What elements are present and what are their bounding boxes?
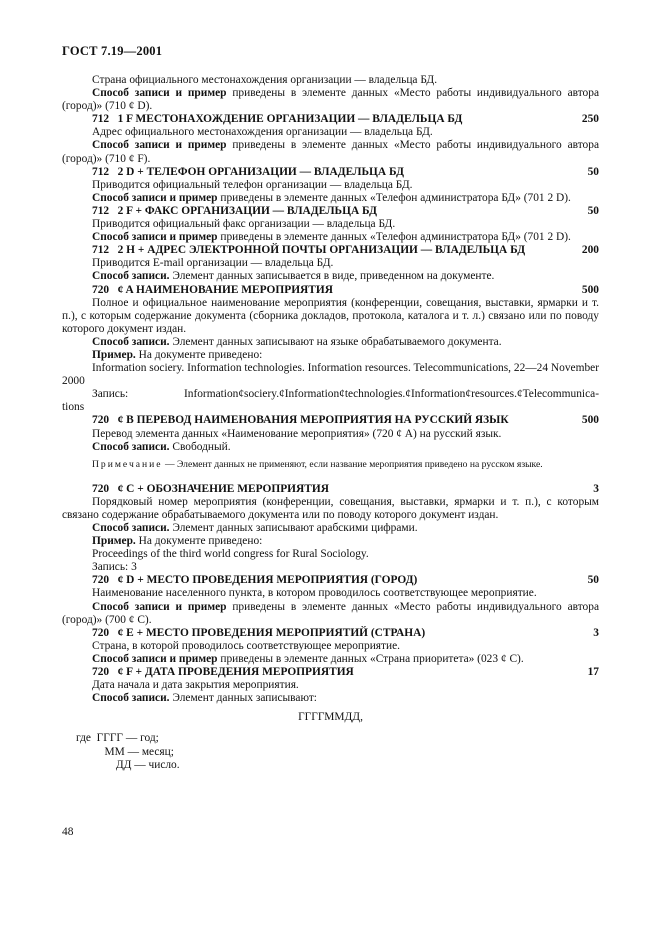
paragraph-text: приведены в элементе данных «Телефон администратора БД» (701 2 D). <box>217 191 571 204</box>
element-length: 3 <box>593 482 599 495</box>
paragraph <box>62 192 599 205</box>
paragraph <box>62 349 599 362</box>
element-heading-label: 712 2 D + ТЕЛЕФОН ОРГАНИЗАЦИИ — ВЛАДЕЛЬЦА БД <box>92 165 404 178</box>
paragraph-lead: Способ записи и пример <box>92 652 218 665</box>
paragraph-lead: Способ записи и пример <box>92 139 227 152</box>
paragraph-text: приведены в элементе данных «Место работы индивидуального автора (город)» (700 ¢ C). <box>62 600 599 626</box>
element-length: 500 <box>581 283 599 296</box>
formula-legend-line: где ГГГГ — год; <box>76 732 159 745</box>
note-label: Примечание <box>92 458 163 470</box>
paragraph: Страна официального местонахождения организации — владельца БД. <box>92 74 438 86</box>
element-length: 200 <box>581 244 599 257</box>
paragraph-text: На документе приведено: <box>135 535 263 548</box>
paragraph: Полное и официальное наименование мероприятия (конференции, совещания, выставки, ярмарки и т. п.), с которым содержание документа (сборника докладов, протокола, каталога и т. л.) связано или по поводу которого документ издан. <box>62 296 599 335</box>
paragraph: Proceedings of the third world congress for Rural Sociology. <box>92 548 369 561</box>
record-value: Information¢sociery.¢Information¢technologies.¢Information¢resources.¢Telecommunica- <box>183 388 599 401</box>
element-heading-label: 720 ¢ F + ДАТА ПРОВЕДЕНИЯ МЕРОПРИЯТИЯ <box>92 666 354 679</box>
element-heading <box>62 284 599 297</box>
paragraph: Приводится официальный факс организации — владельца БД. <box>92 218 396 231</box>
paragraph-text: приведены в элементе данных «Место работы индивидуального автора (город)» (710 ¢ F). <box>62 139 599 165</box>
element-heading-label: 720 ¢ C + ОБОЗНАЧЕНИЕ МЕРОПРИЯТИЯ <box>92 482 329 495</box>
element-heading <box>62 244 599 257</box>
paragraph-text: приведены в элементе данных «Страна приоритета» (023 ¢ C). <box>217 652 524 665</box>
paragraph <box>62 270 599 283</box>
paragraph <box>62 692 599 705</box>
paragraph-text: Элемент данных записывают на языке обрабатываемого документа. <box>169 335 502 348</box>
paragraph <box>62 231 599 244</box>
note <box>62 459 599 471</box>
element-length: 50 <box>587 165 599 178</box>
element-length: 50 <box>587 574 599 587</box>
paragraph: Дата начала и дата закрытия мероприятия. <box>92 679 299 692</box>
date-format-formula: ГГГГММДД, <box>298 711 363 724</box>
paragraph: Information sociery. Information technologies. Information resources. Telecommunications, 22—24 November 2000 <box>62 362 599 388</box>
formula-legend-line: ДД — число. <box>76 758 180 771</box>
paragraph: Адрес официального местонахождения организации — владельца БД. <box>92 126 433 139</box>
paragraph-lead: Способ записи. <box>92 270 170 283</box>
paragraph: Перевод элемента данных «Наименование мероприятия» (720 ¢ A) на русский язык. <box>92 427 502 440</box>
paragraph-lead: Пример. <box>92 348 136 361</box>
paragraph-text: Элемент данных записывается в виде, приведенном на документе. <box>169 270 495 283</box>
paragraph <box>62 87 599 113</box>
paragraph <box>62 653 599 666</box>
element-length: 250 <box>581 113 599 126</box>
element-heading <box>62 574 599 587</box>
element-length: 17 <box>587 666 599 679</box>
formula-legend-line: ММ — месяц; <box>76 745 174 758</box>
record-continuation: tions <box>62 401 85 414</box>
paragraph: Запись: 3 <box>92 561 137 574</box>
standard-header: ГОСТ 7.19—2001 <box>62 44 163 58</box>
element-heading <box>62 166 599 179</box>
record-line <box>62 388 599 401</box>
element-length: 3 <box>593 626 599 639</box>
paragraph: Приводится E-mail организации — владельца БД. <box>92 257 334 270</box>
element-heading-label: 712 2 H + АДРЕС ЭЛЕКТРОННОЙ ПОЧТЫ ОРГАНИЗАЦИИ — ВЛАДЕЛЬЦА БД <box>92 244 526 257</box>
element-heading-label: 712 1 F МЕСТОНАХОЖДЕНИЕ ОРГАНИЗАЦИИ — ВЛАДЕЛЬЦА БД <box>92 113 463 126</box>
paragraph-lead: Способ записи. <box>92 522 170 534</box>
element-heading-label: 720 ¢ E + МЕСТО ПРОВЕДЕНИЯ МЕРОПРИЯТИЙ (СТРАНА) <box>92 626 426 639</box>
paragraph: Порядковый номер мероприятия (конференции, совещания, выставки, ярмарки и т. п.), с которым связано содержание обрабатываемого документа или по поводу которого документ издан. <box>62 495 599 521</box>
paragraph-text: приведены в элементе данных «Телефон администратора БД» (701 2 D). <box>217 231 571 244</box>
paragraph-lead: Способ записи и пример <box>92 87 227 100</box>
paragraph-lead: Способ записи. <box>92 440 170 453</box>
element-length: 50 <box>587 204 599 217</box>
element-heading-label: 720 ¢ A НАИМЕНОВАНИЕ МЕРОПРИЯТИЯ <box>92 283 333 296</box>
element-heading-label: 720 ¢ B ПЕРЕВОД НАИМЕНОВАНИЯ МЕРОПРИЯТИЯ НА РУССКИЙ ЯЗЫК <box>92 414 509 427</box>
paragraph <box>62 336 599 349</box>
paragraph-text: приведены в элементе данных «Место работы индивидуального автора (город)» (710 ¢ D). <box>62 87 599 113</box>
record-label: Запись: <box>92 388 129 401</box>
element-heading <box>62 205 599 218</box>
paragraph-lead: Способ записи. <box>92 335 170 348</box>
element-heading <box>62 666 599 679</box>
paragraph <box>62 535 599 548</box>
paragraph-lead: Пример. <box>92 535 136 548</box>
element-heading-label: 720 ¢ D + МЕСТО ПРОВЕДЕНИЯ МЕРОПРИЯТИЯ (ГОРОД) <box>92 574 418 587</box>
paragraph-lead: Способ записи и пример <box>92 600 227 613</box>
paragraph-lead: Способ записи и пример <box>92 231 218 244</box>
record-example <box>62 388 599 414</box>
page-number: 48 <box>62 826 74 838</box>
paragraph-text: Элемент данных записывают: <box>169 692 317 705</box>
paragraph <box>62 139 599 165</box>
element-length: 500 <box>581 414 599 427</box>
note-text: — Элемент данных не применяют, если название мероприятия приведено на русском языке. <box>162 458 543 470</box>
document-body <box>62 74 599 772</box>
paragraph <box>62 441 599 454</box>
paragraph: Наименование населенного пункта, в котором проводилось соответствующее мероприятие. <box>92 587 537 600</box>
paragraph: Приводится официальный телефон организации — владельца БД. <box>92 178 413 191</box>
paragraph-text: Элемент данных записывают арабскими цифрами. <box>169 522 418 534</box>
paragraph-text: Свободный. <box>169 440 231 453</box>
element-heading <box>62 627 599 640</box>
element-heading <box>62 414 599 427</box>
paragraph <box>62 522 599 535</box>
element-heading <box>62 483 599 496</box>
element-heading <box>62 113 599 126</box>
paragraph-text: На документе приведено: <box>135 348 263 361</box>
element-heading-label: 712 2 F + ФАКС ОРГАНИЗАЦИИ — ВЛАДЕЛЬЦА БД <box>92 204 377 217</box>
formula-legend <box>76 732 599 771</box>
paragraph-lead: Способ записи и пример <box>92 191 218 204</box>
paragraph <box>62 601 599 627</box>
paragraph: Страна, в которой проводилось соответствующее мероприятие. <box>92 639 401 652</box>
paragraph-lead: Способ записи. <box>92 692 170 705</box>
